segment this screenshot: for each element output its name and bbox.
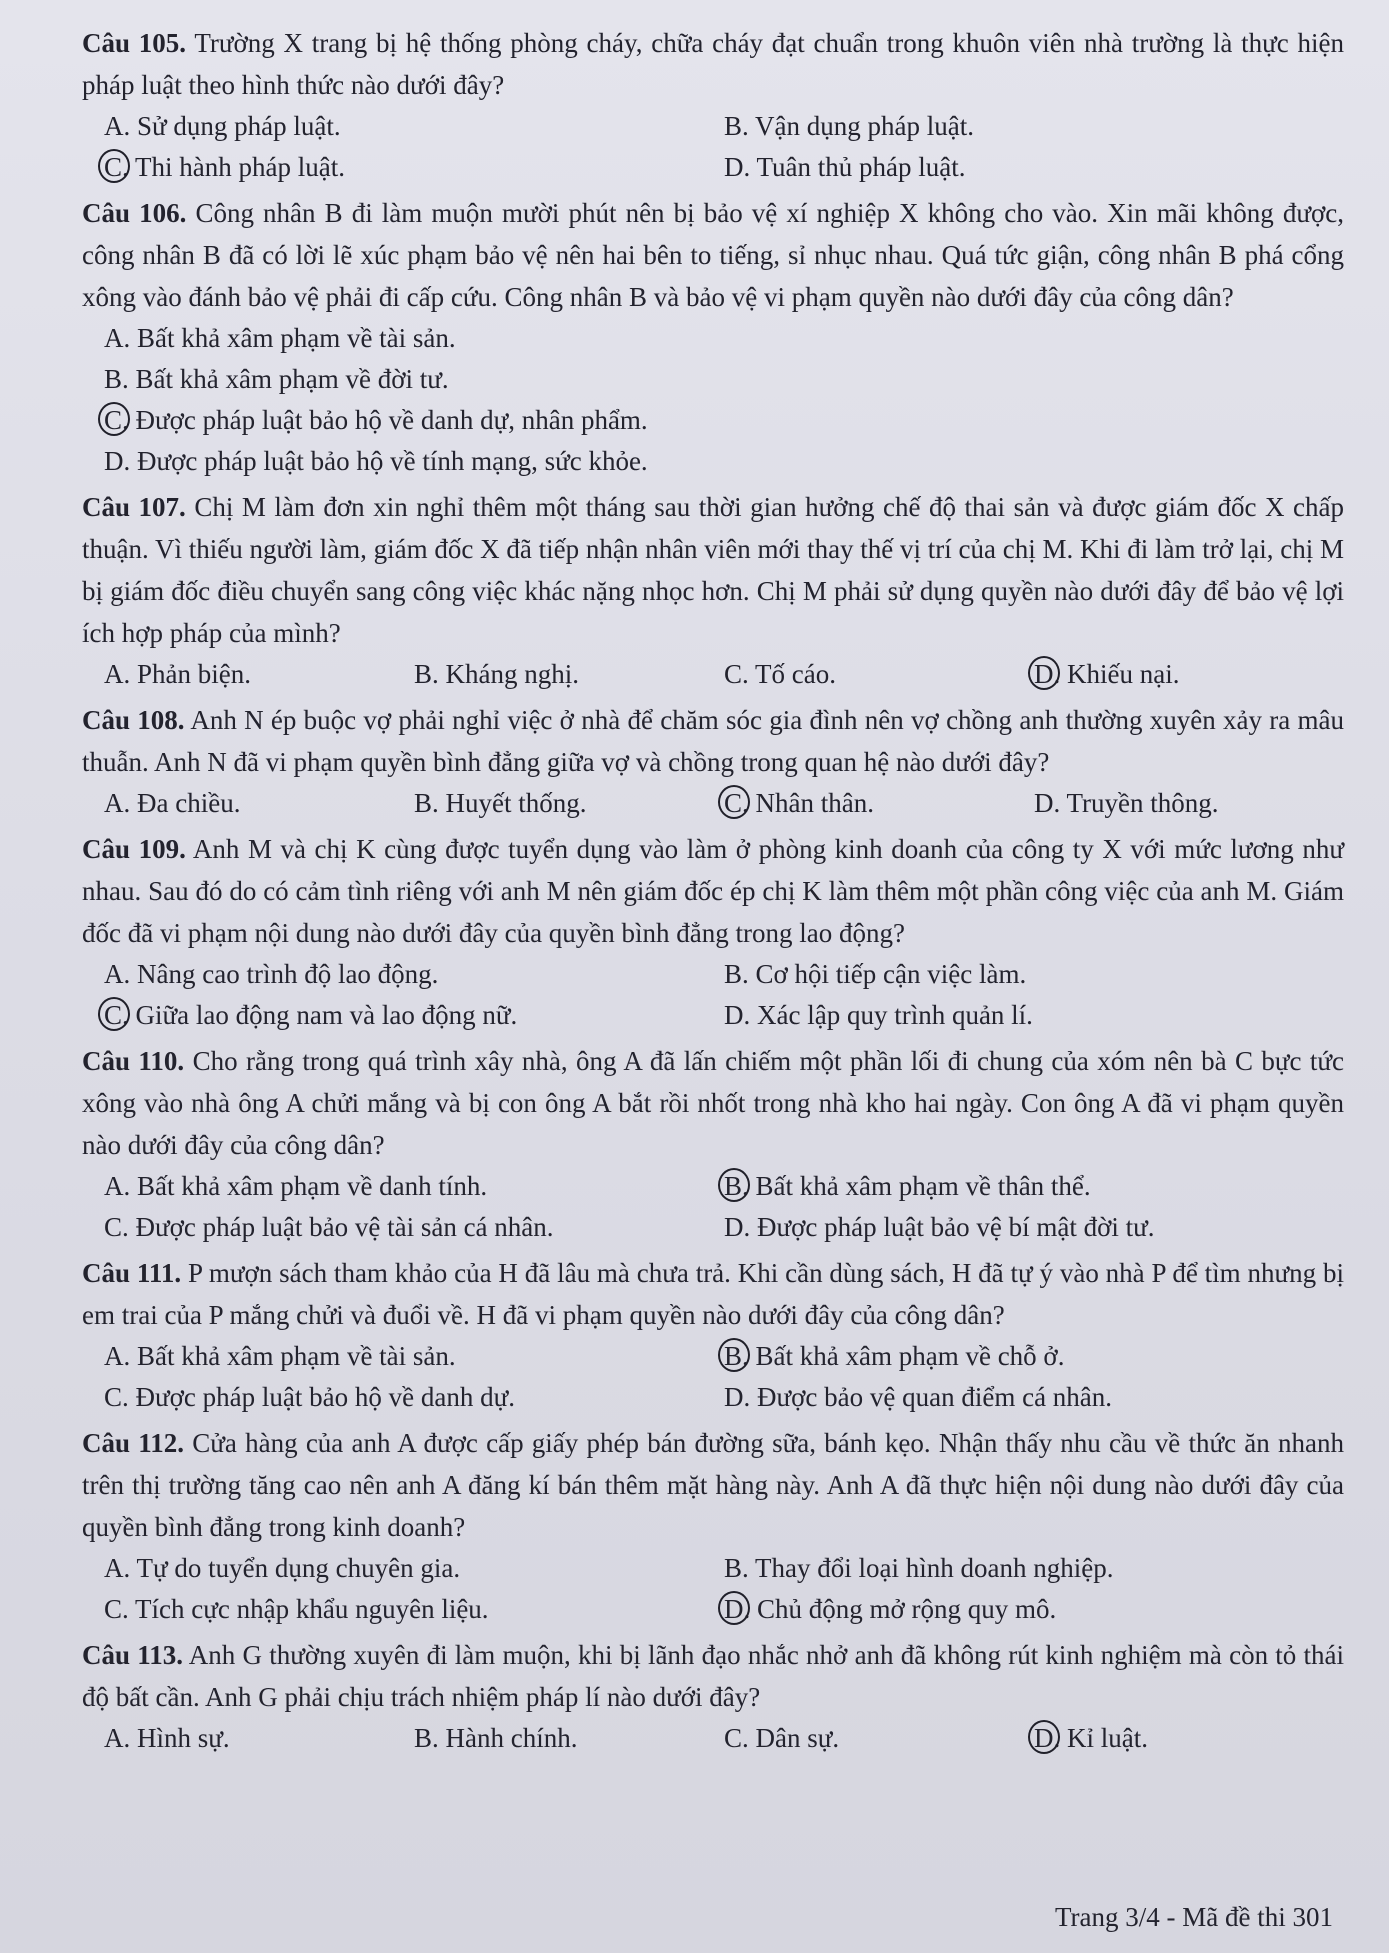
answer-letter: A. — [104, 111, 131, 141]
answer-option-c — [104, 995, 724, 1036]
answer-options — [82, 954, 1344, 1036]
answer-letter: C. — [724, 1723, 749, 1753]
question-text: Anh M và chị K cùng được tuyển dụng vào làm ở phòng kinh doanh của công ty X với mức lương như nhau. Sau đó do có cảm tình riêng với anh M nên giám đốc ép chị K làm thêm một phần công việc của anh M. Giám đốc đã vi phạm nội dung nào dưới đây của quyền bình đẳng trong lao động? — [82, 834, 1344, 948]
question-text: Anh G thường xuyên đi làm muộn, khi bị lãnh đạo nhắc nhở anh đã không rút kinh nghiệm mà còn tỏ thái độ bất cần. Anh G phải chịu trách nhiệm pháp lí nào dưới đây? — [82, 1640, 1345, 1712]
question-block — [82, 192, 1344, 482]
answer-options — [82, 1336, 1344, 1418]
answer-option-c — [104, 1589, 724, 1630]
circled-answer-letter: D. — [1034, 654, 1060, 695]
answer-option-a — [104, 654, 414, 695]
question-number: Câu 111. — [82, 1258, 182, 1288]
question-block — [82, 1634, 1344, 1759]
answer-text: Xác lập quy trình quản lí. — [757, 1000, 1033, 1030]
answer-option-b — [104, 359, 1344, 400]
answer-option-b — [414, 783, 724, 824]
circled-answer-letter: C. — [104, 400, 129, 441]
question-stem — [82, 1422, 1344, 1548]
answer-letter: A. — [104, 1171, 131, 1201]
answer-options — [82, 1548, 1344, 1630]
answer-text: Chủ động mở rộng quy mô. — [757, 1594, 1057, 1624]
answer-options — [82, 106, 1344, 188]
answer-letter: D. — [1034, 788, 1061, 818]
question-stem — [82, 1040, 1344, 1166]
answer-text: Được pháp luật bảo hộ về tính mạng, sức khỏe. — [137, 446, 648, 476]
answer-option-c — [104, 400, 1344, 441]
answer-text: Tuân thủ pháp luật. — [756, 152, 966, 182]
answer-option-a — [104, 1548, 724, 1589]
question-text: Cho rằng trong quá trình xây nhà, ông A đã lấn chiếm một phần lối đi chung của xóm nên bà C bực tức xông vào nhà ông A chửi mắng và bị con ông A bắt rồi nhốt trong nhà kho hai ngày. Con ông A đã vi phạm quyền nào dưới đây của công dân? — [82, 1046, 1344, 1160]
answer-option-b — [724, 106, 1344, 147]
answer-text: Nâng cao trình độ lao động. — [137, 959, 439, 989]
answer-text: Vận dụng pháp luật. — [755, 111, 974, 141]
answer-option-d — [1034, 1718, 1344, 1759]
question-block — [82, 22, 1344, 188]
answer-text: Khiếu nại. — [1067, 659, 1180, 689]
answer-letter: D. — [724, 1212, 751, 1242]
circled-answer-letter: B. — [724, 1166, 749, 1207]
answer-text: Tích cực nhập khẩu nguyên liệu. — [135, 1594, 489, 1624]
answer-text: Hình sự. — [137, 1723, 230, 1753]
answer-letter: D. — [724, 152, 751, 182]
circled-answer-letter: B. — [724, 1336, 749, 1377]
answer-option-d — [724, 147, 1344, 188]
answer-text: Được pháp luật bảo vệ tài sản cá nhân. — [135, 1212, 554, 1242]
answer-letter: B. — [414, 659, 439, 689]
answer-option-c — [104, 147, 724, 188]
circled-answer-letter: D. — [1034, 1718, 1060, 1759]
question-stem — [82, 1634, 1344, 1718]
answer-option-a — [104, 1166, 724, 1207]
question-block — [82, 1422, 1344, 1630]
question-text: Cửa hàng của anh A được cấp giấy phép bán đường sữa, bánh kẹo. Nhận thấy nhu cầu về thức ăn nhanh trên thị trường tăng cao nên anh A đăng kí bán thêm mặt hàng này. Anh A đã thực hiện nội dung nào dưới đây của quyền bình đẳng trong kinh doanh? — [82, 1428, 1344, 1542]
question-text: Công nhân B đi làm muộn mười phút nên bị bảo vệ xí nghiệp X không cho vào. Xin mãi không được, công nhân B đã có lời lẽ xúc phạm bảo vệ nên hai bên to tiếng, sỉ nhục nhau. Quá tức giận, công nhân B phá cổng xông vào đánh bảo vệ phải đi cấp cứu. Công nhân B và bảo vệ vi phạm quyền nào dưới đây của công dân? — [82, 198, 1345, 312]
question-number: Câu 112. — [82, 1428, 185, 1458]
answer-text: Truyền thông. — [1066, 788, 1219, 818]
answer-option-c — [724, 654, 1034, 695]
answer-letter: B. — [724, 959, 749, 989]
answer-option-a — [104, 106, 724, 147]
answer-option-c — [104, 1207, 724, 1248]
question-stem — [82, 699, 1344, 783]
circled-answer-letter: C. — [724, 783, 749, 824]
question-block — [82, 828, 1344, 1036]
answer-text: Nhân thân. — [755, 788, 874, 818]
answer-text: Kháng nghị. — [445, 659, 579, 689]
answer-options — [82, 1166, 1344, 1248]
answer-option-a — [104, 783, 414, 824]
question-block — [82, 1040, 1344, 1248]
answer-letter: B. — [724, 111, 749, 141]
answer-letter: D. — [724, 1000, 751, 1030]
answer-text: Giữa lao động nam và lao động nữ. — [135, 1000, 518, 1030]
answer-letter: C. — [104, 1212, 129, 1242]
answer-options — [82, 654, 1344, 695]
answer-letter: A. — [104, 659, 131, 689]
answer-text: Bất khả xâm phạm về đời tư. — [135, 364, 449, 394]
answer-letter: B. — [104, 364, 129, 394]
answer-option-a — [104, 1718, 414, 1759]
question-stem — [82, 22, 1344, 106]
answer-text: Cơ hội tiếp cận việc làm. — [755, 959, 1027, 989]
question-number: Câu 113. — [82, 1640, 184, 1670]
answer-option-d — [724, 1377, 1344, 1418]
answer-text: Tự do tuyển dụng chuyên gia. — [136, 1553, 461, 1583]
answer-letter: B. — [414, 788, 439, 818]
answer-option-c — [724, 1718, 1034, 1759]
answer-text: Bất khả xâm phạm về tài sản. — [137, 1341, 456, 1371]
answer-text: Phản biện. — [137, 659, 251, 689]
answer-options — [82, 318, 1344, 482]
answer-option-d — [724, 1589, 1344, 1630]
answer-option-a — [104, 318, 1344, 359]
answer-text: Thay đổi loại hình doanh nghiệp. — [755, 1553, 1114, 1583]
question-text: P mượn sách tham khảo của H đã lâu mà chưa trả. Khi cần dùng sách, H đã tự ý vào nhà P để tìm nhưng bị em trai của P mắng chửi và đuổi về. H đã vi phạm quyền nào dưới đây của công dân? — [82, 1258, 1345, 1330]
question-number: Câu 105. — [82, 28, 187, 58]
question-list — [82, 22, 1344, 1763]
answer-text: Được bảo vệ quan điểm cá nhân. — [757, 1382, 1113, 1412]
question-stem — [82, 1252, 1344, 1336]
answer-option-a — [104, 1336, 724, 1377]
answer-option-d — [724, 1207, 1344, 1248]
answer-option-d — [104, 441, 1344, 482]
question-text: Trường X trang bị hệ thống phòng cháy, chữa cháy đạt chuẩn trong khuôn viên nhà trường là thực hiện pháp luật theo hình thức nào dưới đây? — [82, 28, 1345, 100]
question-number: Câu 109. — [82, 834, 186, 864]
question-text: Anh N ép buộc vợ phải nghỉ việc ở nhà để chăm sóc gia đình nên vợ chồng anh thường xuyên xảy ra mâu thuẫn. Anh N đã vi phạm quyền bình đẳng giữa vợ và chồng trong quan hệ nào dưới đây? — [82, 705, 1345, 777]
answer-text: Bất khả xâm phạm về tài sản. — [137, 323, 456, 353]
question-number: Câu 106. — [82, 198, 187, 228]
answer-option-c — [104, 1377, 724, 1418]
answer-option-d — [724, 995, 1344, 1036]
page-footer: Trang 3/4 - Mã đề thi 301 — [1055, 1902, 1333, 1932]
answer-text: Được pháp luật bảo hộ về danh dự. — [135, 1382, 515, 1412]
circled-answer-letter: C. — [104, 995, 129, 1036]
answer-option-b — [724, 1548, 1344, 1589]
answer-option-b — [724, 1166, 1344, 1207]
question-block — [82, 699, 1344, 824]
answer-text: Bất khả xâm phạm về danh tính. — [137, 1171, 488, 1201]
question-number: Câu 108. — [82, 705, 185, 735]
answer-letter: C. — [104, 1594, 129, 1624]
answer-letter: A. — [104, 788, 131, 818]
answer-option-c — [724, 783, 1034, 824]
answer-letter: B. — [414, 1723, 439, 1753]
question-block — [82, 1252, 1344, 1418]
answer-letter: A. — [104, 323, 131, 353]
answer-letter: A. — [104, 1723, 131, 1753]
answer-text: Tố cáo. — [755, 659, 836, 689]
question-stem — [82, 486, 1344, 654]
circled-answer-letter: D. — [724, 1589, 750, 1630]
answer-text: Hành chính. — [445, 1723, 578, 1753]
answer-text: Được pháp luật bảo hộ về danh dự, nhân phẩm. — [135, 405, 648, 435]
answer-option-b — [724, 1336, 1344, 1377]
answer-options — [82, 783, 1344, 824]
answer-text: Bất khả xâm phạm về thân thể. — [755, 1171, 1091, 1201]
question-number: Câu 110. — [82, 1046, 185, 1076]
question-stem — [82, 192, 1344, 318]
answer-letter: C. — [724, 659, 749, 689]
question-block — [82, 486, 1344, 695]
answer-letter: A. — [104, 1341, 131, 1371]
answer-letter: D. — [724, 1382, 751, 1412]
answer-letter: C. — [104, 1382, 129, 1412]
answer-text: Huyết thống. — [445, 788, 587, 818]
answer-text: Đa chiều. — [137, 788, 241, 818]
question-number: Câu 107. — [82, 492, 186, 522]
answer-option-a — [104, 954, 724, 995]
circled-answer-letter: C. — [104, 147, 129, 188]
answer-option-d — [1034, 654, 1344, 695]
answer-text: Kỉ luật. — [1067, 1723, 1148, 1753]
answer-option-d — [1034, 783, 1344, 824]
answer-text: Bất khả xâm phạm về chỗ ở. — [755, 1341, 1065, 1371]
answer-option-b — [724, 954, 1344, 995]
answer-letter: D. — [104, 446, 131, 476]
question-stem — [82, 828, 1344, 954]
answer-letter: A. — [104, 1553, 131, 1583]
answer-option-b — [414, 1718, 724, 1759]
answer-letter: A. — [104, 959, 131, 989]
answer-option-b — [414, 654, 724, 695]
answer-text: Được pháp luật bảo vệ bí mật đời tư. — [757, 1212, 1155, 1242]
answer-options — [82, 1718, 1344, 1759]
answer-text: Sử dụng pháp luật. — [137, 111, 341, 141]
answer-letter: B. — [724, 1553, 749, 1583]
question-text: Chị M làm đơn xin nghỉ thêm một tháng sau thời gian hưởng chế độ thai sản và được giám đốc X chấp thuận. Vì thiếu người làm, giám đốc X đã tiếp nhận nhân viên mới thay thế vị trí của chị M. Khi đi làm trở lại, chị M bị giám đốc điều chuyển sang công việc khác nặng nhọc hơn. Chị M phải sử dụng quyền nào dưới đây để bảo vệ lợi ích hợp pháp của mình? — [82, 492, 1345, 648]
answer-text: Thi hành pháp luật. — [135, 152, 345, 182]
answer-text: Dân sự. — [755, 1723, 840, 1753]
